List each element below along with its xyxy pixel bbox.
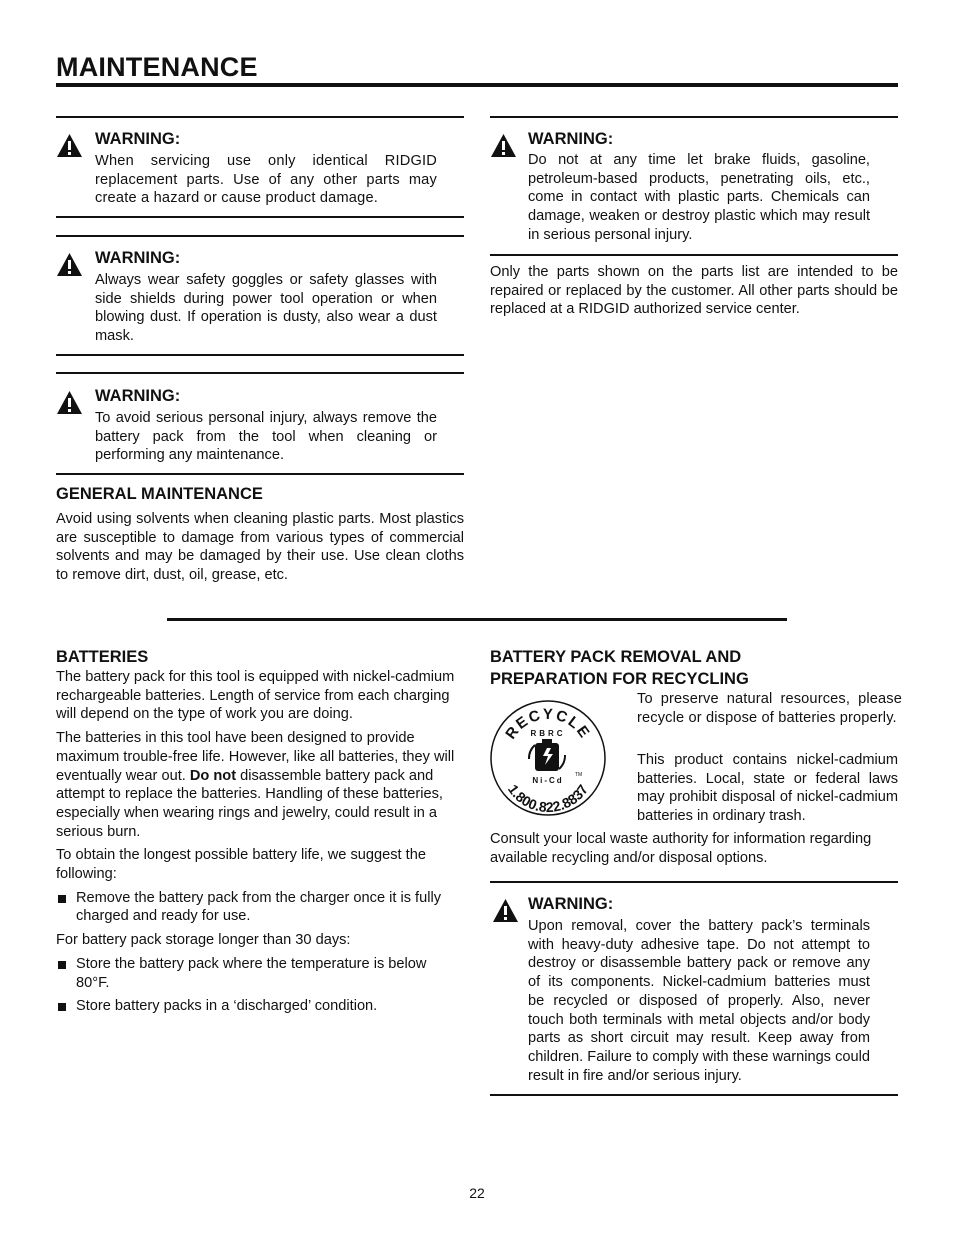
rbrc-recycle-logo-icon: [489, 699, 607, 817]
parts-note: Only the parts shown on the parts list are intended to be repaired or replaced by the customer. All other parts should be replaced at a RIDGID authorized service center.: [490, 264, 898, 318]
list-item: [56, 997, 462, 1016]
page-number: 22: [469, 1185, 485, 1201]
warning-heading: WARNING:: [528, 130, 614, 148]
section-separator: [167, 618, 787, 621]
divider: [490, 254, 898, 256]
warning-triangle-icon: [56, 252, 83, 277]
list-item-text: Store battery packs in a ‘discharged’ condition.: [76, 998, 378, 1015]
recycling-heading-line: PREPARATION FOR RECYCLING: [490, 670, 749, 688]
svg-text:1.800.822.8837: [505, 781, 591, 815]
bullet-icon: [58, 1003, 66, 1011]
warning-triangle-icon: [492, 898, 519, 923]
list-item: [56, 889, 462, 926]
general-maintenance-heading: GENERAL MAINTENANCE: [56, 485, 263, 503]
divider: [56, 235, 464, 237]
list-item-text: Store the battery pack where the temperature is below 80°F.: [76, 955, 427, 991]
recycling-p2: This product contains nickel-cadmium batteries. Local, state or federal laws may prohibit disposal of nickel-cadmium batteries in ordinary trash.: [637, 752, 898, 825]
general-maintenance-text: Avoid using solvents when cleaning plastic parts. Most plastics are susceptible to damage from various types of commercial solvents and may be damaged by their use. Use clean cloths to remove dirt, dust, oil, grease, etc.: [56, 511, 464, 584]
divider: [56, 354, 464, 356]
divider: [490, 881, 898, 883]
recycling-heading: [490, 646, 898, 690]
warning-heading: WARNING:: [95, 249, 181, 267]
logo-top-text: RECYCLE: [502, 705, 594, 743]
batteries-p2-text: The batteries in this tool have been designed to provide maximum trouble-free life. However, like all batteries, they will eventually wear out.: [56, 730, 455, 784]
batteries-heading: BATTERIES: [56, 648, 149, 666]
logo-org-text: RBRC: [530, 729, 566, 738]
batteries-p1: The battery pack for this tool is equipped with nickel-cadmium rechargeable batteries. Length of service from each charging will depend on the type of work you are doing.: [56, 669, 455, 723]
warning-text: Do not at any time let brake fluids, gasoline, petroleum-based products, penetrating oils, etc., come in contact with plastic parts. Chemicals can damage, weaken or destroy plastic which may result in serious personal injury.: [528, 152, 870, 243]
warning-heading: WARNING:: [528, 895, 614, 913]
recycling-p3: Consult your local waste authority for information regarding available recycling and/or disposal options.: [490, 831, 872, 866]
logo-tm-text: TM: [575, 772, 583, 778]
divider: [56, 216, 464, 218]
warning-heading: WARNING:: [95, 387, 181, 405]
batteries-p2-bold: Do not: [189, 767, 237, 784]
bullet-list: [56, 955, 462, 1016]
warning-triangle-icon: [490, 133, 517, 158]
title-rule: [56, 83, 898, 87]
batteries-p2-text: disassemble battery pack and attempt to replace the batteries. Handling of these batteries, especially when wearing rings and jewelry, could result in a serious burn.: [56, 767, 443, 840]
page-title: MAINTENANCE: [56, 52, 258, 82]
recycling-heading-line: BATTERY PACK REMOVAL AND: [490, 648, 742, 666]
logo-chem-text: Ni-Cd: [532, 776, 564, 785]
recycling-p1: To preserve natural resources, please recycle or dispose of batteries properly.: [637, 691, 902, 726]
list-item-text: Remove the battery pack from the charger once it is fully charged and ready for use.: [76, 889, 442, 925]
divider: [56, 372, 464, 374]
list-item: [56, 955, 462, 992]
bullet-icon: [58, 895, 66, 903]
batteries-p2: [56, 729, 462, 841]
bullet-icon: [58, 961, 66, 969]
warning-heading: WARNING:: [95, 130, 181, 148]
warning-text: Upon removal, cover the battery pack’s terminals with heavy-duty adhesive tape. Do not attempt to destroy or disassemble battery pack or remove any of its components. Nickel-cadmium batteries must be recycled or disposed of properly. Also, never touch both terminals with metal objects and/or body parts as short circuit may result. Keep away from children. Failure to comply with these warnings could result in fire and/or serious injury.: [528, 918, 870, 1084]
battery-icon: [529, 739, 565, 771]
batteries-body: [56, 668, 462, 1021]
warning-triangle-icon: [56, 133, 83, 158]
batteries-p3: To obtain the longest possible battery life, we suggest the following:: [56, 847, 426, 883]
divider: [490, 1094, 898, 1096]
warning-text: To avoid serious personal injury, always remove the battery pack from the tool when cleaning or performing any maintenance.: [95, 410, 437, 464]
divider: [56, 473, 464, 475]
warning-text: Always wear safety goggles or safety glasses with side shields during power tool operation or when blowing dust. If operation is dusty, also wear a dust mask.: [95, 272, 437, 345]
batteries-p4: For battery pack storage longer than 30 days:: [56, 932, 351, 949]
divider: [56, 116, 464, 118]
warning-text: When servicing use only identical RIDGID replacement parts. Use of any other parts may create a hazard or cause product damage.: [95, 153, 437, 207]
logo-phone-text: 1.800.822.8837: [504, 781, 592, 816]
divider: [490, 116, 898, 118]
bullet-list: [56, 889, 462, 926]
warning-triangle-icon: [56, 390, 83, 415]
